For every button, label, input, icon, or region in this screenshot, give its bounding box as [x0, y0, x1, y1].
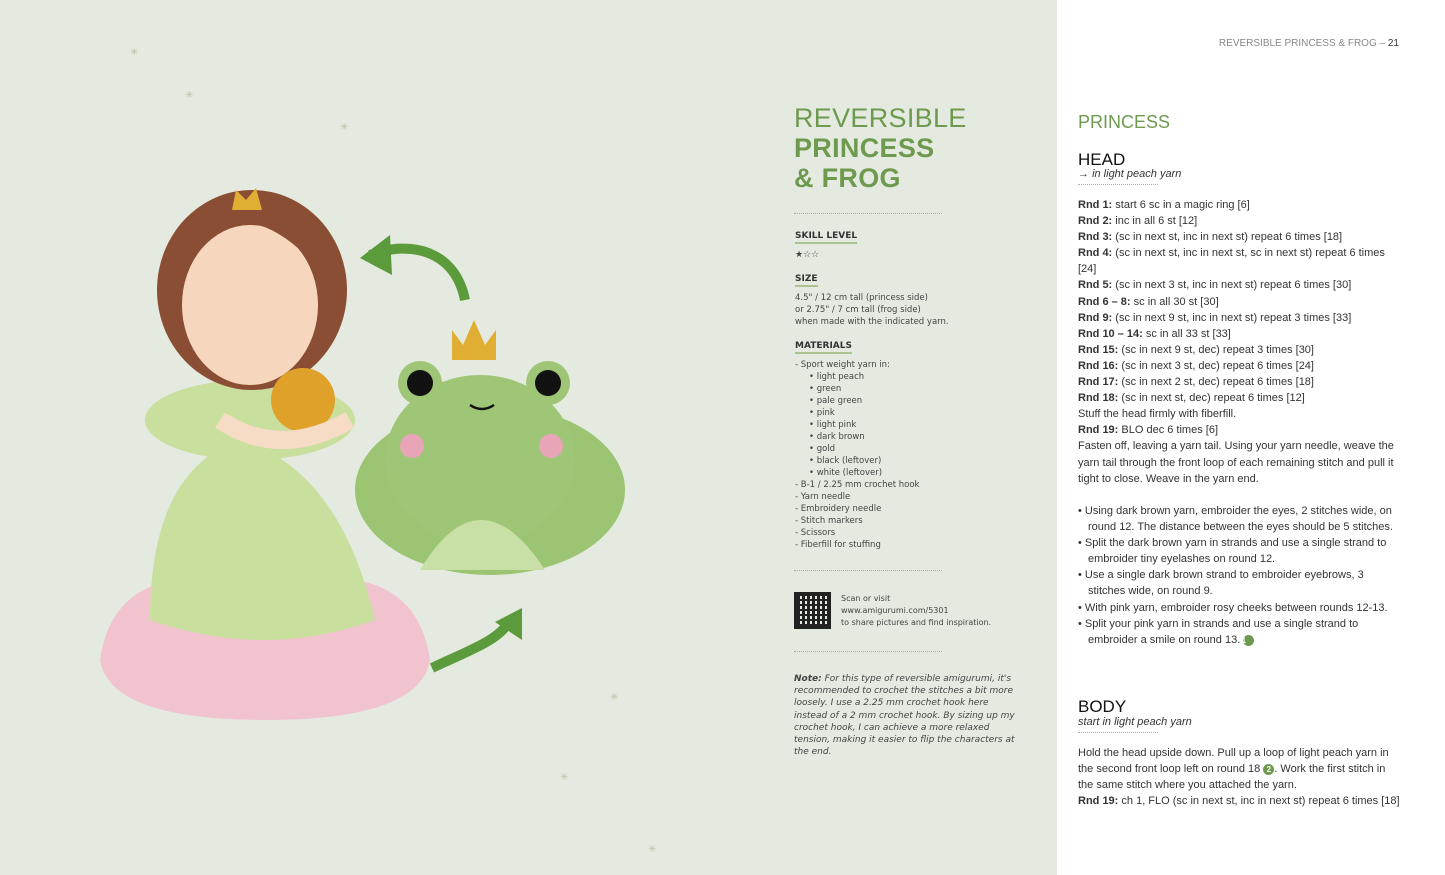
svg-text:✳: ✳ [185, 90, 194, 101]
note-label: Note: [794, 674, 822, 684]
skill-level-heading: SKILL LEVEL [795, 231, 857, 244]
size-line: or 2.75" / 7 cm tall (frog side) [795, 305, 921, 315]
svg-text:✳: ✳ [560, 772, 569, 783]
title-line-1: REVERSIBLE [794, 103, 967, 133]
svg-text:✳: ✳ [340, 122, 349, 133]
round-row [1078, 197, 1403, 213]
round-label: Rnd 4: [1078, 247, 1113, 260]
round-label: Rnd 15: [1078, 343, 1119, 356]
materials-intro: - Sport weight yarn in: [795, 360, 890, 370]
round-row [1078, 277, 1403, 293]
round-label: Rnd 6 – 8: [1078, 295, 1131, 308]
round-row [1078, 390, 1403, 406]
divider [794, 213, 942, 214]
body-row [1078, 793, 1403, 809]
yarn-color: • pink [809, 408, 835, 418]
step-text: Split your pink yarn in strands and use a single strand to embroider a smile on round 13. [1084, 617, 1359, 646]
round-row [1078, 245, 1403, 277]
round-text: (sc in next st, inc in next st, sc in next st) repeat 6 times [24] [1078, 247, 1385, 276]
material-item: - Embroidery needle [795, 504, 882, 514]
head-heading: HEAD [1078, 150, 1126, 169]
round-text: sc in all 30 st [30] [1130, 295, 1219, 308]
round-text: (sc in next st, dec) repeat 6 times [12] [1118, 392, 1305, 405]
round-text: start 6 sc in a magic ring [6] [1112, 199, 1250, 211]
body-text: Hold the head upside down. Pull up a loop of light peach yarn in the second front loop left on round 18 [1078, 747, 1389, 776]
embroidery-step: • Split your pink yarn in strands and use a single strand to embroider a smile on round 13. 1 [1078, 617, 1359, 646]
round-row [1078, 310, 1403, 326]
round-text: (sc in next 2 st, dec) repeat 6 times [18] [1118, 376, 1314, 389]
round-text: (sc in next 3 st, dec) repeat 6 times [24] [1118, 359, 1314, 372]
material-item: - Scissors [795, 528, 836, 538]
round-text: (sc in next 3 st, inc in next st) repeat 6 times [30] [1112, 279, 1352, 292]
round-row [1078, 213, 1403, 229]
note [794, 673, 1019, 758]
round-text: Stuff the head firmly with fiberfill. [1078, 408, 1237, 421]
material-item: - B-1 / 2.25 mm crochet hook [795, 480, 920, 490]
qr-url[interactable]: www.amigurumi.com/5301 [841, 606, 949, 615]
svg-text:✳: ✳ [648, 844, 657, 855]
yarn-color: • black (leftover) [809, 456, 882, 466]
embroidery-step: • With pink yarn, embroider rosy cheeks between rounds 12-13. [1078, 601, 1388, 614]
divider [794, 570, 942, 571]
title-line-3: & FROG [794, 163, 901, 193]
materials-heading: MATERIALS [795, 341, 852, 354]
qr-line: to share pictures and find inspiration. [841, 618, 992, 627]
material-item: - Yarn needle [795, 492, 851, 502]
round-text: (sc in next 9 st, inc in next st) repeat 3 times [33] [1112, 311, 1352, 324]
round-row [1078, 294, 1403, 310]
round-row [1078, 326, 1403, 342]
round-label: Rnd 17: [1078, 376, 1119, 389]
step-text: Use a single dark brown strand to embroider eyebrows, 3 stitches wide, on round 9. [1084, 569, 1364, 598]
round-row [1078, 406, 1403, 422]
body-instructions [1078, 745, 1403, 809]
round-text: sc in all 33 st [33] [1142, 327, 1231, 340]
yarn-color: • green [809, 384, 842, 394]
title-line-2: PRINCESS [794, 133, 935, 163]
running-head-title: REVERSIBLE PRINCESS & FROG [1218, 38, 1377, 49]
round-row [1078, 358, 1403, 374]
yarn-color: • light peach [809, 372, 865, 382]
head-embroidery-list [1078, 503, 1403, 648]
materials-list [795, 359, 919, 551]
material-item: - Stitch markers [795, 516, 863, 526]
round-text: Fasten off, leaving a yarn tail. Using your yarn needle, weave the yarn tail through the front loop of each remaining stitch and pull it tight to close. Weave in the yarn end. [1078, 440, 1394, 485]
body-subtitle: start in light peach yarn [1078, 716, 1158, 733]
yarn-color: • gold [809, 444, 836, 454]
svg-text:✳: ✳ [610, 692, 619, 703]
round-row [1078, 342, 1403, 358]
round-text: ch 1, FLO (sc in next st, inc in next st) repeat 6 times [18] [1118, 795, 1400, 808]
round-text: BLO dec 6 times [6] [1118, 424, 1218, 437]
step-text: With pink yarn, embroider rosy cheeks between rounds 12-13. [1084, 601, 1388, 614]
head-subtitle: → in light peach yarn [1078, 168, 1158, 185]
body-paragraph [1078, 745, 1403, 793]
round-row [1078, 422, 1403, 438]
round-row [1078, 229, 1403, 245]
round-label: Rnd 3: [1078, 231, 1113, 244]
skill-stars: ★☆☆ [795, 250, 820, 260]
qr-code[interactable] [794, 592, 831, 629]
yarn-color: • pale green [809, 396, 863, 406]
head-instructions [1078, 197, 1403, 487]
round-label: Rnd 1: [1078, 199, 1113, 211]
yarn-color: • white (leftover) [809, 468, 883, 478]
divider [794, 651, 942, 652]
material-item: - Fiberfill for stuffing [795, 540, 881, 550]
round-text: (sc in next 9 st, dec) repeat 3 times [30] [1118, 343, 1314, 356]
yarn-color: • dark brown [809, 432, 865, 442]
round-label: Rnd 18: [1078, 392, 1119, 405]
body-text: . Work the first stitch in the same stitch where you attached the yarn. [1078, 763, 1386, 792]
materials-items [795, 479, 919, 551]
arrow-bottom [432, 620, 510, 668]
size-line: 4.5" / 12 cm tall (princess side) [795, 293, 928, 303]
round-text: (sc in next st, inc in next st) repeat 6 times [18] [1112, 231, 1343, 244]
pattern-title [794, 103, 967, 193]
body-heading: BODY [1078, 697, 1127, 716]
round-label: Rnd 2: [1078, 215, 1113, 228]
running-head: REVERSIBLE PRINCESS & FROG – 21 [1218, 38, 1399, 49]
yarn-colors [795, 371, 919, 479]
embroidery-step: • Use a single dark brown strand to embroider eyebrows, 3 stitches wide, on round 9. [1078, 569, 1364, 598]
round-label: Rnd 9: [1078, 311, 1113, 324]
embroidery-step: • Using dark brown yarn, embroider the eyes, 2 stitches wide, on round 12. The distance between the eyes should be 5 stitches. [1078, 505, 1393, 534]
size-line: when made with the indicated yarn. [795, 317, 949, 327]
embroidery-step: • Split the dark brown yarn in strands and use a single strand to embroider tiny eyelashes on round 12. [1078, 537, 1387, 566]
svg-text:✳: ✳ [130, 47, 139, 58]
round-label: Rnd 16: [1078, 359, 1119, 372]
section-heading: PRINCESS [1078, 112, 1171, 132]
qr-line: Scan or visit [841, 594, 891, 603]
round-label: Rnd 5: [1078, 279, 1113, 292]
round-text: inc in all 6 st [12] [1112, 215, 1198, 228]
right-page [1057, 0, 1445, 875]
yarn-color: • light pink [809, 420, 857, 430]
round-label: Rnd 19: [1078, 424, 1119, 437]
step-marker: 1 [1243, 635, 1254, 646]
head-subtitle-text: in light peach yarn [1092, 168, 1182, 180]
round-row [1078, 438, 1403, 486]
size-text [795, 292, 949, 328]
note-text: For this type of reversible amigurumi, it's recommended to crochet the stitches a bit more loosely. I use a 2.25 mm crochet hook here instead of a 2 mm crochet hook. By sizing up my crochet hook, I can achieve a more relaxed tension, making it easier to flip the characters at the end. [794, 674, 1015, 758]
round-row [1078, 374, 1403, 390]
size-heading: SIZE [795, 274, 818, 287]
step-marker: 2 [1263, 764, 1274, 775]
qr-caption [841, 593, 991, 629]
round-label: Rnd 19: [1078, 795, 1119, 808]
step-text: Using dark brown yarn, embroider the eyes, 2 stitches wide, on round 12. The distance between the eyes should be 5 stitches. [1084, 505, 1393, 534]
round-label: Rnd 10 – 14: [1078, 327, 1143, 340]
page-number: 21 [1387, 38, 1399, 49]
step-text: Split the dark brown yarn in strands and use a single strand to embroider tiny eyelashes on round 12. [1084, 537, 1387, 566]
